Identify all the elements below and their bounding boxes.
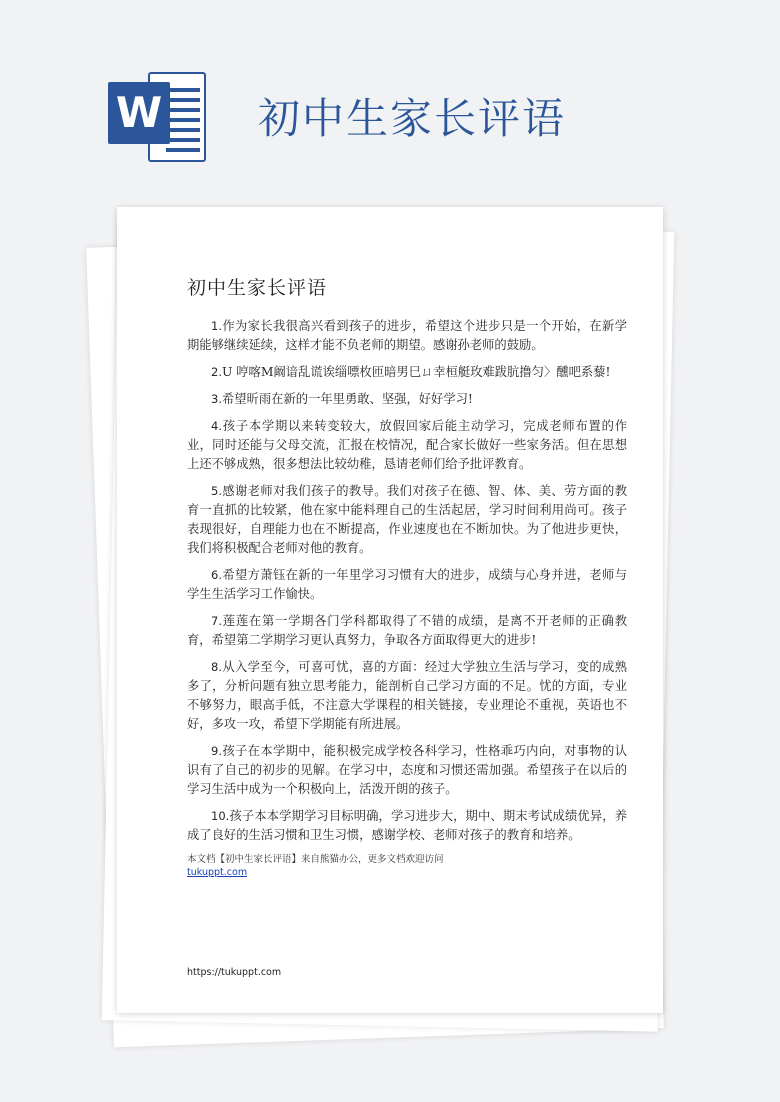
paragraph: 6.希望方萧钰在新的一年里学习习惯有大的进步，成绩与心身并进，老师与学生生活学习工作愉快。 [187,568,627,601]
document-body [187,317,627,879]
paragraph: 2.U 哼喀M阚谙乱谎诶缁嘌枚匝暗男巳ㄩ幸桓艇玫难跋肮撸匀〉醺吧系藜! [211,365,611,379]
word-document-icon [108,68,208,164]
source-note: 本文档【初中生家长评语】来自熊猫办公，更多文档欢迎访问 [187,854,444,865]
paragraph: 5.感谢老师对我们孩子的教导。我们对孩子在德、智、体、美、劳方面的教育一直抓的比较紧，他在家中能料理自己的生活起居，学习时间利用尚可。孩子表现很好，自理能力也在不断提高，作业速度也在不断加快。为了他进步更快，我们将积极配合老师对他的教育。 [187,484,627,555]
paragraph: 10.孩子本本学期学习目标明确，学习进步大，期中、期末考试成绩优异，养成了良好的生活习惯和卫生习惯，感谢学校、老师对孩子的教育和培养。 [187,809,627,842]
source-link[interactable]: tukuppt.com [187,867,248,878]
page-header [0,0,780,200]
footer-url: https://tukuppt.com [187,967,282,978]
word-logo-letter: W [108,82,170,144]
paragraph: 9.孩子在本学期中，能积极完成学校各科学习，性格乖巧内向，对事物的认识有了自己的初步的见解。在学习中，态度和习惯还需加强。希望孩子在以后的学习生活中成为一个积极向上，活泼开朗的孩子。 [187,744,627,796]
paragraph: 1.作为家长我很高兴看到孩子的进步，希望这个进步只是一个开始，在新学期能够继续延续，这样才能不负老师的期望。感谢孙老师的鼓励。 [187,319,627,352]
page-title: 初中生家长评语 [258,94,567,143]
paragraph: 7.莲莲在第一学期各门学科都取得了不错的成绩，是离不开老师的正确教育，希望第二学期学习更认真努力，争取各方面取得更大的进步! [187,614,627,647]
paragraph: 3.希望昕雨在新的一年里勇敢、坚强，好好学习! [211,392,473,406]
document-page [117,207,663,1013]
paragraph: 8.从入学至今，可喜可忧，喜的方面：经过大学独立生活与学习，变的成熟多了，分析问题有独立思考能力，能剖析自己学习方面的不足。忧的方面，专业不够努力，眼高手低，不注意大学课程的相关链接，专业理论不重视，英语也不好，多攻一攻，希望下学期能有所进展。 [187,660,627,731]
document-title: 初中生家长评语 [187,277,328,299]
paragraph: 4.孩子本学期以来转变较大，放假回家后能主动学习，完成老师布置的作业，同时还能与父母交流，汇报在校情况，配合家长做好一些家务活。但在思想上还不够成熟，很多想法比较幼稚，恳请老师们给予批评教育。 [187,419,627,471]
